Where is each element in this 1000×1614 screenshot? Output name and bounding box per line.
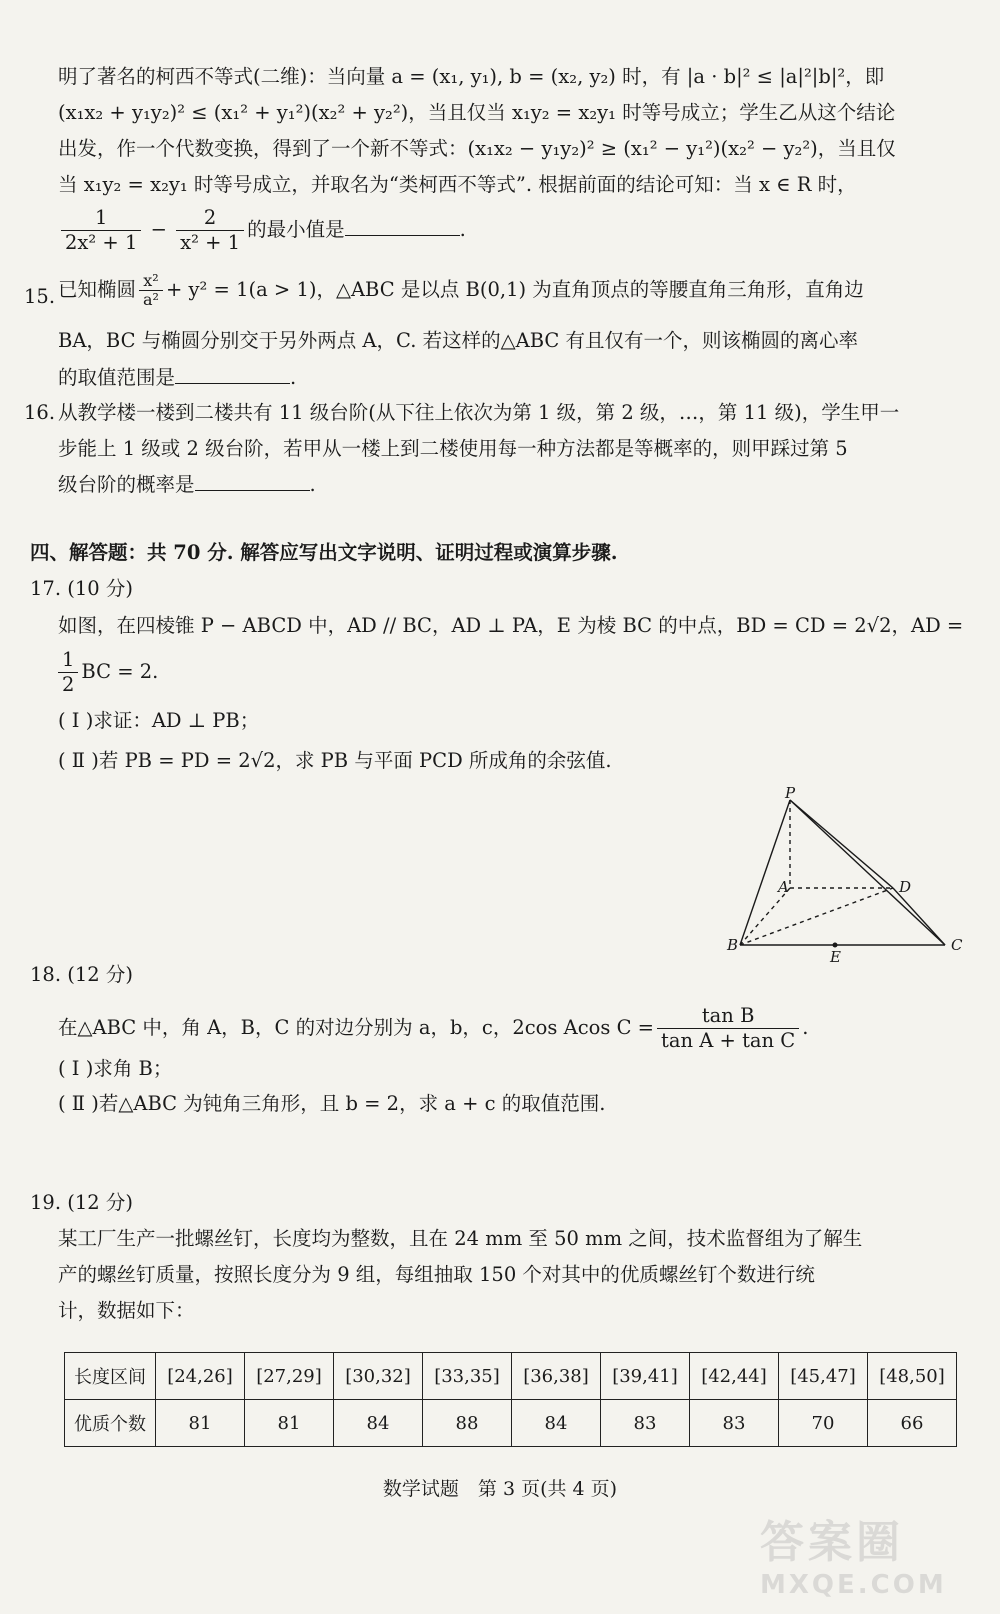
edge-bd	[740, 888, 893, 945]
table-cell-count: 70	[779, 1400, 868, 1447]
q17-part-2: ( Ⅱ )若 PB = PD = 2√2，求 PB 与平面 PCD 所成角的余弦值.	[58, 749, 612, 772]
q14-expression	[58, 206, 466, 255]
q14-minus-sign: −	[150, 218, 167, 241]
q15-line-3	[58, 363, 296, 393]
q15-prefix: 已知椭圆	[58, 278, 137, 301]
table-cell-count: 84	[334, 1400, 423, 1447]
q18-line-1	[58, 1004, 808, 1053]
q18-heading: 18. (12 分)	[30, 963, 133, 986]
table-row-intervals	[65, 1353, 957, 1400]
q17-half-fraction	[58, 648, 78, 697]
q18-fraction-numerator: tan B	[657, 1004, 799, 1029]
page-footer: 数学试题 第 3 页(共 4 页)	[382, 1478, 618, 1500]
q16-line-3-text: 级台阶的概率是	[58, 473, 195, 496]
label-p: P	[785, 784, 796, 802]
q16-number: 16.	[24, 401, 56, 424]
table-cell-interval: [30,32]	[334, 1353, 423, 1400]
q14-answer-blank[interactable]	[345, 215, 460, 236]
q14-fraction-1	[61, 206, 141, 255]
edge-pc	[790, 800, 945, 945]
q19-line-3: 计，数据如下：	[58, 1299, 195, 1322]
table-cell-count: 83	[601, 1400, 690, 1447]
q15-line-1	[58, 272, 864, 309]
q15-line-1-rest: + y² = 1(a > 1)，△ABC 是以点 B(0,1) 为直角顶点的等腰直角三角形，直角边	[165, 278, 864, 301]
table-cell-interval: [33,35]	[423, 1353, 512, 1400]
q17-heading: 17. (10 分)	[30, 577, 133, 600]
table-cell-interval: [39,41]	[601, 1353, 690, 1400]
table-cell-count: 81	[245, 1400, 334, 1447]
q17-line-2-rest: BC = 2.	[81, 660, 159, 683]
q18-prefix: 在△ABC 中，角 A，B，C 的对边分别为 a，b，c，2cos Acos C =	[58, 1016, 655, 1039]
q15-ellipse-fraction	[139, 272, 163, 309]
label-b: B	[727, 936, 739, 954]
table-cell-count: 84	[512, 1400, 601, 1447]
q14-fraction-2-denominator: x² + 1	[180, 231, 241, 254]
q14-line-2: (x₁x₂ + y₁y₂)² ≤ (x₁² + y₁²)(x₂² + y₂²)，当且仅当 x₁y₂ = x₂y₁ 时等号成立；学生乙从这个结论	[58, 101, 896, 124]
q14-line-3: 出发，作一个代数变换，得到了一个新不等式：(x₁x₂ − y₁y₂)² ≥ (x₁² − y₁²)(x₂² − y₂²)，当且仅	[58, 137, 896, 160]
q17-line-1: 如图，在四棱锥 P − ABCD 中，AD // BC，AD ⊥ PA，E 为棱 BC 的中点，BD = CD = 2√2，AD =	[58, 614, 964, 637]
table-row-header: 优质个数	[65, 1400, 156, 1447]
point-e	[833, 943, 838, 948]
q15-line-3-text: 的取值范围是	[58, 366, 176, 389]
q14-fraction-1-numerator: 1	[61, 206, 141, 231]
q19-line-2: 产的螺丝钉质量，按照长度分为 9 组，每组抽取 150 个对其中的优质螺丝钉个数进行统	[58, 1263, 815, 1286]
table-cell-interval: [48,50]	[868, 1353, 957, 1400]
q18-fraction-denominator: tan A + tan C	[661, 1029, 796, 1052]
table-cell-interval: [36,38]	[512, 1353, 601, 1400]
q14-fraction-1-denominator: 2x² + 1	[65, 231, 138, 254]
edge-pd	[790, 800, 893, 888]
watermark-logo	[760, 1506, 980, 1600]
q19-line-1: 某工厂生产一批螺丝钉，长度均为整数，且在 24 mm 至 50 mm 之间，技术监督组为了解生	[58, 1227, 863, 1250]
pyramid-figure	[727, 784, 975, 980]
table-row-counts	[65, 1400, 957, 1447]
edge-ab	[740, 888, 790, 945]
watermark-top-text: 答案圈	[760, 1517, 904, 1568]
q16-line-2: 步能上 1 级或 2 级台阶，若甲从一楼上到二楼使用每一种方法都是等概率的，则甲踩过第 5	[58, 437, 848, 460]
q18-end-period: .	[802, 1016, 809, 1039]
q19-data-table	[64, 1352, 957, 1447]
q19-heading: 19. (12 分)	[30, 1191, 133, 1214]
table-cell-interval: [24,26]	[156, 1353, 245, 1400]
q16-line-3	[58, 470, 316, 500]
q16-line-1: 从教学楼一楼到二楼共有 11 级台阶(从下往上依次为第 1 级，第 2 级，…，第 11 级)，学生甲一	[58, 401, 900, 424]
table-row-header: 长度区间	[65, 1353, 156, 1400]
table-cell-count: 88	[423, 1400, 512, 1447]
section-4-heading: 四、解答题：共 70 分. 解答应写出文字说明、证明过程或演算步骤.	[30, 541, 618, 564]
q17-fraction-denominator: 2	[62, 673, 75, 696]
table-cell-interval: [27,29]	[245, 1353, 334, 1400]
q15-end-period: .	[290, 366, 297, 389]
q17-line-2	[58, 648, 158, 697]
q18-part-2: ( Ⅱ )若△ABC 为钝角三角形，且 b = 2，求 a + c 的取值范围.	[58, 1092, 606, 1115]
table-cell-interval: [45,47]	[779, 1353, 868, 1400]
label-a: A	[778, 878, 789, 896]
table-cell-count: 66	[868, 1400, 957, 1447]
q17-part-1: ( Ⅰ )求证：AD ⊥ PB；	[58, 709, 260, 732]
q18-tan-fraction	[657, 1004, 799, 1053]
label-e: E	[830, 948, 841, 966]
table-cell-interval: [42,44]	[690, 1353, 779, 1400]
q14-end-period: .	[459, 218, 466, 241]
q15-line-2: BA，BC 与椭圆分别交于另外两点 A，C. 若这样的△ABC 有且仅有一个，则该椭圆的离心率	[58, 329, 859, 352]
q14-line-4: 当 x₁y₂ = x₂y₁ 时等号成立，并取名为“类柯西不等式”. 根据前面的结论可知：当 x ∈ R 时，	[58, 173, 857, 196]
q14-line-1: 明了著名的柯西不等式(二维)：当向量 a = (x₁, y₁), b = (x₂, y₂) 时，有 |a · b|² ≤ |a|²|b|²，即	[58, 65, 885, 88]
q16-end-period: .	[309, 473, 316, 496]
label-d: D	[899, 878, 912, 896]
label-c: C	[951, 936, 963, 954]
q16-answer-blank[interactable]	[195, 470, 310, 491]
table-cell-count: 81	[156, 1400, 245, 1447]
edge-dc	[893, 888, 945, 945]
q15-fraction-numerator: x²	[139, 272, 163, 291]
q15-fraction-denominator: a²	[143, 290, 159, 309]
q14-tail-text: 的最小值是	[247, 218, 345, 241]
q15-answer-blank[interactable]	[175, 363, 290, 384]
table-cell-count: 83	[690, 1400, 779, 1447]
watermark-bottom-text: MXQE.COM	[760, 1570, 947, 1600]
edge-pb	[740, 800, 790, 945]
q14-fraction-2-numerator: 2	[176, 206, 244, 231]
q18-part-1: ( Ⅰ )求角 B；	[58, 1057, 173, 1080]
q14-fraction-2	[176, 206, 244, 255]
q15-number: 15.	[24, 285, 56, 308]
q17-fraction-numerator: 1	[58, 648, 78, 673]
